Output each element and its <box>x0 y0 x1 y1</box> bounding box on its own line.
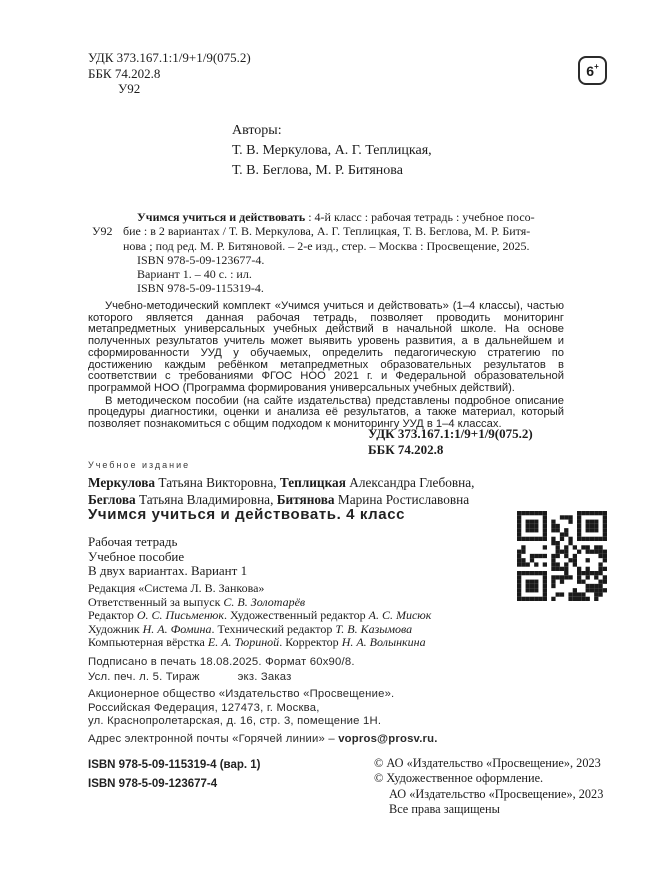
print-order: экз. Заказ <box>237 670 292 683</box>
credits-editor-label: Редактор <box>88 608 137 623</box>
given-bityanova: Марина Ростиславовна <box>334 491 470 507</box>
hotline-email-label: Адрес электронной почты «Горячей линии» – <box>88 732 339 745</box>
print-run-line <box>88 670 355 685</box>
hotline-email-address: vopros@prosv.ru. <box>338 732 438 745</box>
age-number: 6 <box>586 62 595 79</box>
biblio-isbn-2: ISBN 978-5-09-115319-4. <box>137 281 264 296</box>
credits-layout-label: Компьютерная вёрстка <box>88 635 208 650</box>
given-merkulova: Татьяна Викторовна, <box>155 475 280 490</box>
udk-classification-block <box>88 50 251 97</box>
credits-corrector-label: . Корректор <box>279 635 342 650</box>
subtitle-edu-edition: Учебное пособие <box>88 548 185 564</box>
bibliographic-record <box>88 210 578 296</box>
credits-art-editor-label: . Художественный редактор <box>224 608 369 623</box>
publisher-address-block <box>88 688 438 746</box>
biblio-isbn-1: ISBN 978-5-09-123677-4. <box>137 252 265 267</box>
given-beglova: Татьяна Владимировна, <box>135 491 277 507</box>
credits-artist-label: Художник <box>88 621 143 636</box>
udk-line: УДК 373.167.1:1/9+1/9(075.2) <box>88 50 251 65</box>
bbk-right-line: ББК 74.202.8 <box>368 442 444 457</box>
annotation-paragraph-1: Учебно-методический комплект «Учимся учиться и действовать» (1–4 классы), частью которого является данная рабочая тетрадь, позволяет проводить мониторинг метапредметных универсальных учебных действий в начальной школе. На основе полученных результатов учитель может выявить уровень развития, а в дальнейшем и сформированности УУД у обучаемых, определить педагогическую стратегию по достижению каждым ребёнком метапредметных образовательных результатов в соответствии с требованиями ФГОС НОО 2021 г. и Федеральной образовательной программой НОО (Программа формирования универсальных учебных действий). <box>88 300 564 394</box>
copyright-block <box>374 756 603 817</box>
annotation-paragraph-2: В методическом пособии (на сайте издательства) представлены подробное описание процедуры диагностики, оценки и анализа её результатов, а также материал, который позволяет познакомиться с общим подходом к мониторингу УУД в 1–4 классах. <box>88 394 564 431</box>
biblio-variant: Вариант 1. – 40 с. : ил. <box>137 267 252 282</box>
authors-block <box>232 121 432 181</box>
surname-bityanova: Битянова <box>276 491 335 507</box>
hotline-email-line <box>88 733 438 747</box>
fullnames-line-1 <box>88 475 474 492</box>
publisher-city: Российская Федерация, 127473, г. Москва, <box>88 701 320 714</box>
isbn-variant-line: ISBN 978-5-09-115319-4 (вар. 1) <box>88 759 261 771</box>
biblio-line-3: нова ; под ред. М. Р. Битяновой. – 2-е изд., стер. – Москва : Просвещение, 2025. <box>123 238 530 253</box>
credits-responsible-label: Ответственный за выпуск <box>88 594 224 609</box>
udk-right-block <box>368 426 533 458</box>
publisher-name: Акционерное общество «Издательство «Просвещение». <box>88 688 395 700</box>
qr-code-image <box>517 511 607 601</box>
age-rating-badge <box>578 56 607 85</box>
isbn-bottom-block <box>88 756 260 793</box>
edition-type-label: Учебное издание <box>88 460 191 470</box>
authors-heading: Авторы: <box>232 123 282 138</box>
authors-line-1: Т. В. Меркулова, А. Г. Теплицкая, <box>232 143 432 158</box>
credits-redaction: Редакция «Система Л. В. Занкова» <box>88 581 265 595</box>
qr-code <box>517 511 607 601</box>
surname-teplitskaya: Теплицкая <box>279 475 346 490</box>
author-index-line: У92 <box>118 81 141 96</box>
udk-right-line: УДК 373.167.1:1/9+1/9(075.2) <box>368 426 533 441</box>
credits-tech-editor-name: Т. В. Казымова <box>335 621 413 636</box>
isbn-complect-line: ISBN 978-5-09-123677-4 <box>88 777 218 790</box>
copyright-art: © Художественное оформление. <box>374 771 544 786</box>
credits-editor-name: О. С. Письменюк <box>136 608 225 623</box>
authors-fullnames <box>88 475 474 508</box>
annotation-block <box>88 301 564 432</box>
book-title: Учимся учиться и действовать. 4 класс <box>88 506 406 523</box>
credits-layout-name: Е. А. Тюриной <box>207 635 280 650</box>
credits-editors <box>88 609 431 623</box>
biblio-index: У92 <box>92 224 113 239</box>
credits-tech-editor-label: . Технический редактор <box>211 621 336 636</box>
surname-merkulova: Меркулова <box>88 475 156 490</box>
subtitle-workbook: Рабочая тетрадь <box>88 534 178 549</box>
credits-layout <box>88 636 431 650</box>
bbk-line: ББК 74.202.8 <box>88 65 161 81</box>
credits-corrector-name: Н. А. Волынкина <box>341 635 426 650</box>
publisher-street: ул. Краснопролетарская, д. 16, стр. 3, помещение 1Н. <box>88 715 382 727</box>
credits-artist <box>88 623 431 637</box>
credits-artist-name: Н. А. Фомина <box>142 621 212 636</box>
authors-line-2: Т. В. Беглова, М. Р. Битянова <box>232 163 403 178</box>
given-teplitskaya: Александра Глебовна, <box>345 475 475 490</box>
biblio-line-1 <box>123 210 578 224</box>
print-info-block <box>88 655 355 684</box>
copyright-art-publisher: АО «Издательство «Просвещение», 2023 <box>389 786 604 801</box>
biblio-title-bold: Учимся учиться и действовать <box>137 210 306 224</box>
biblio-line-1-rest: : 4-й класс : рабочая тетрадь : учебное посо- <box>305 210 535 224</box>
print-date-format: Подписано в печать 18.08.2025. Формат 60х90/8. <box>88 656 355 668</box>
biblio-line-2: бие : в 2 вариантах / Т. В. Меркулова, А. Г. Теплицкая, Т. В. Беглова, М. Р. Битя- <box>123 224 531 239</box>
credits-art-editor-name: А. С. Мисюк <box>368 608 432 623</box>
credits-responsible-name: С. В. Золотарёв <box>223 594 306 609</box>
credits-responsible <box>88 596 431 610</box>
age-plus: + <box>594 62 599 71</box>
credits-block <box>88 582 431 650</box>
subtitle-variant: В двух вариантах. Вариант 1 <box>88 563 248 578</box>
copyright-publisher: © АО «Издательство «Просвещение», 2023 <box>374 756 601 770</box>
surname-beglova: Беглова <box>88 491 136 507</box>
subtitle-block <box>88 535 247 579</box>
copyright-rights-reserved: Все права защищены <box>389 801 500 816</box>
print-sheets: Усл. печ. л. 5. Тираж <box>88 670 200 683</box>
